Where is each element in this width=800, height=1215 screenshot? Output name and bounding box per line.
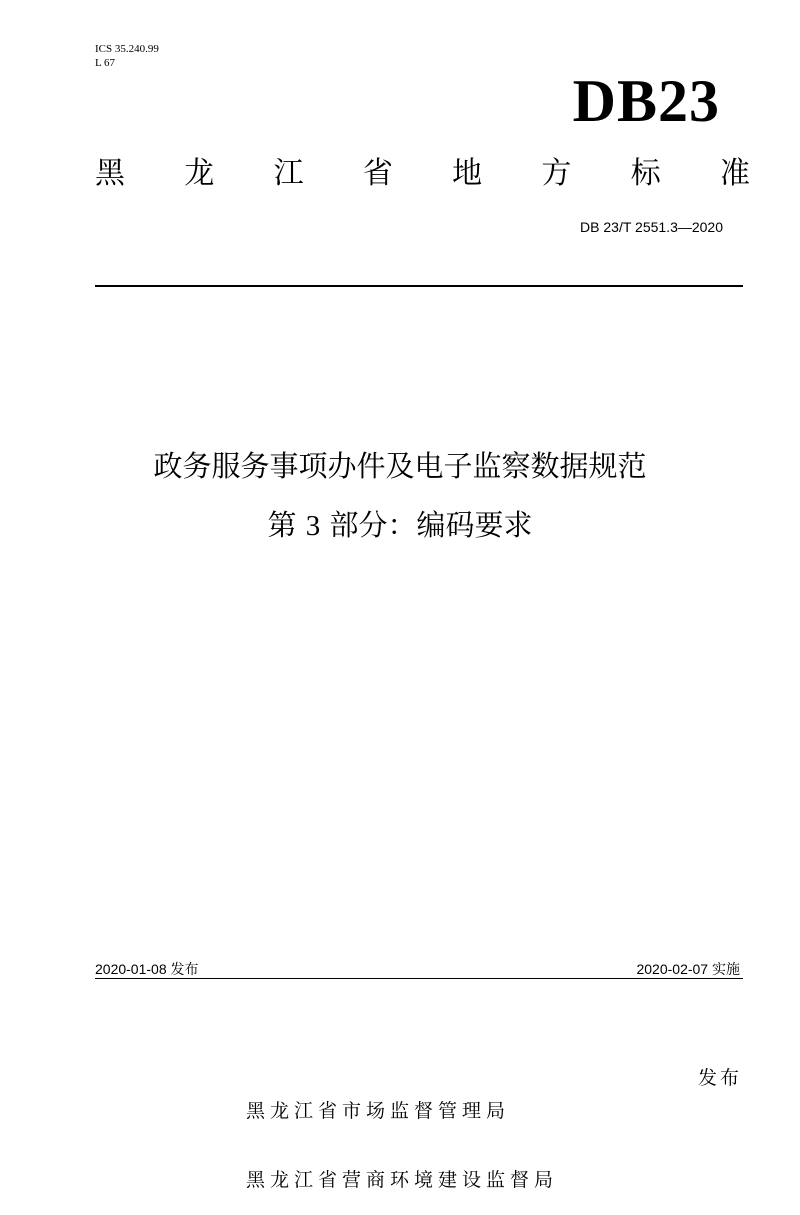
title-part-suffix: 部分：编码要求 xyxy=(329,508,533,542)
implement-date: 2020-02-07 实施 xyxy=(636,961,740,977)
classification-codes xyxy=(95,42,159,70)
title-part-prefix: 第 xyxy=(267,508,297,542)
issuing-authorities xyxy=(246,1054,558,1215)
ccs-code: L 67 xyxy=(95,57,116,69)
issue-label: 发布 xyxy=(698,1067,743,1089)
issuer-line1: 黑龙江省市场监督管理局 xyxy=(246,1100,511,1122)
heading-char: 地 xyxy=(452,156,483,191)
heading-char: 准 xyxy=(719,156,750,191)
heading-char: 方 xyxy=(541,156,572,191)
issuer-line2: 黑龙江省营商环境建设监督局 xyxy=(246,1169,559,1191)
heading-char: 省 xyxy=(362,156,393,191)
document-title-line1: 政务服务事项办件及电子监察数据规范 xyxy=(153,449,647,483)
title-part-number: 3 xyxy=(305,510,321,542)
header-divider xyxy=(95,285,743,287)
ics-code: ICS 35.240.99 xyxy=(95,43,159,55)
footer-divider xyxy=(95,978,743,979)
heading-char: 黑 xyxy=(95,156,125,191)
heading-char: 江 xyxy=(273,156,304,191)
heading-char: 龙 xyxy=(184,156,215,191)
standard-number: DB 23/T 2551.3—2020 xyxy=(580,219,723,235)
document-title-line2 xyxy=(0,505,800,546)
db-logo: DB23 xyxy=(572,68,720,134)
heading-char: 标 xyxy=(630,156,661,191)
standard-type-heading xyxy=(95,154,750,194)
publish-date: 2020-01-08 发布 xyxy=(95,961,199,977)
